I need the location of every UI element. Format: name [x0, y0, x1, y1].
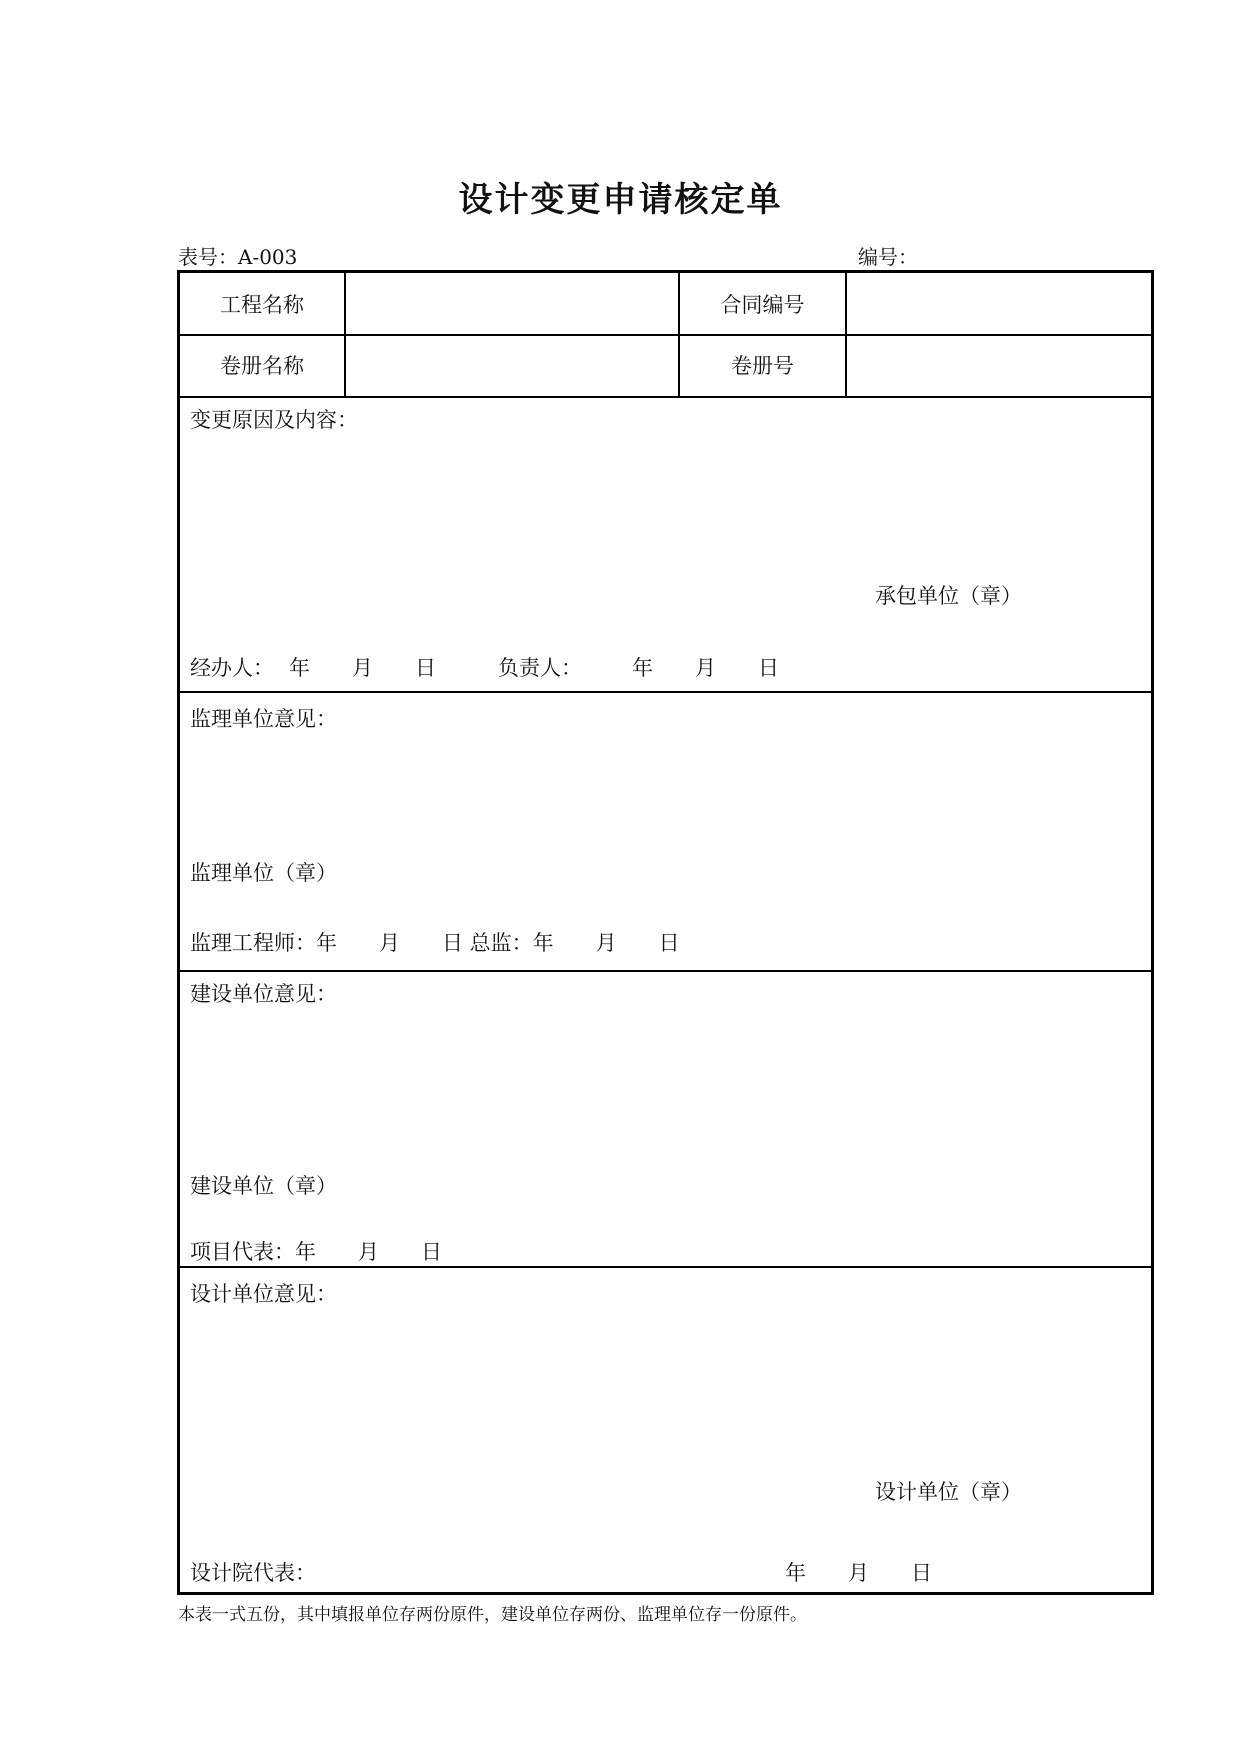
- design-representative-label: 设计院代表：: [190, 1561, 316, 1585]
- handler-label: 经办人：: [190, 656, 274, 680]
- volume-name-field[interactable]: [346, 334, 680, 396]
- design-date: 年 月 日: [785, 1561, 932, 1585]
- supervision-heading: 监理单位意见：: [190, 707, 337, 731]
- owner-signoff: 项目代表：年 月 日: [190, 1240, 442, 1264]
- form-number: 表号：A-003: [178, 245, 298, 269]
- footnote: 本表一式五份，其中填报单位存两份原件，建设单位存两份、监理单位存一份原件。: [178, 1605, 807, 1625]
- responsible-date: 年 月 日: [632, 656, 779, 680]
- volume-no-label: 卷册号: [680, 334, 847, 396]
- contract-no-field[interactable]: [847, 273, 1151, 334]
- supervision-section: [180, 691, 1151, 972]
- serial-number-label: 编号：: [858, 245, 918, 269]
- design-stamp-label: 设计单位（章）: [875, 1480, 1022, 1504]
- volume-name-label: 卷册名称: [180, 334, 346, 396]
- design-heading: 设计单位意见：: [190, 1282, 337, 1306]
- form-title: 设计变更申请核定单: [458, 180, 783, 220]
- contractor-stamp-label: 承包单位（章）: [875, 584, 1022, 608]
- header-row-project: [180, 273, 1151, 336]
- project-name-label: 工程名称: [180, 273, 346, 334]
- header-row-volume: [180, 334, 1151, 398]
- volume-no-field[interactable]: [847, 334, 1151, 396]
- handler-date: 年 月 日: [289, 656, 436, 680]
- project-name-field[interactable]: [346, 273, 680, 334]
- change-request-form: [177, 270, 1154, 1595]
- change-heading: 变更原因及内容：: [190, 408, 358, 432]
- design-section: [180, 1266, 1151, 1592]
- responsible-label: 负责人：: [498, 656, 582, 680]
- owner-heading: 建设单位意见：: [190, 982, 337, 1006]
- change-section: [180, 396, 1151, 693]
- owner-stamp-label: 建设单位（章）: [190, 1174, 337, 1198]
- owner-section: [180, 970, 1151, 1268]
- supervision-stamp-label: 监理单位（章）: [190, 861, 337, 885]
- supervision-signoff: 监理工程师：年 月 日 总监：年 月 日: [190, 931, 680, 955]
- contract-no-label: 合同编号: [680, 273, 847, 334]
